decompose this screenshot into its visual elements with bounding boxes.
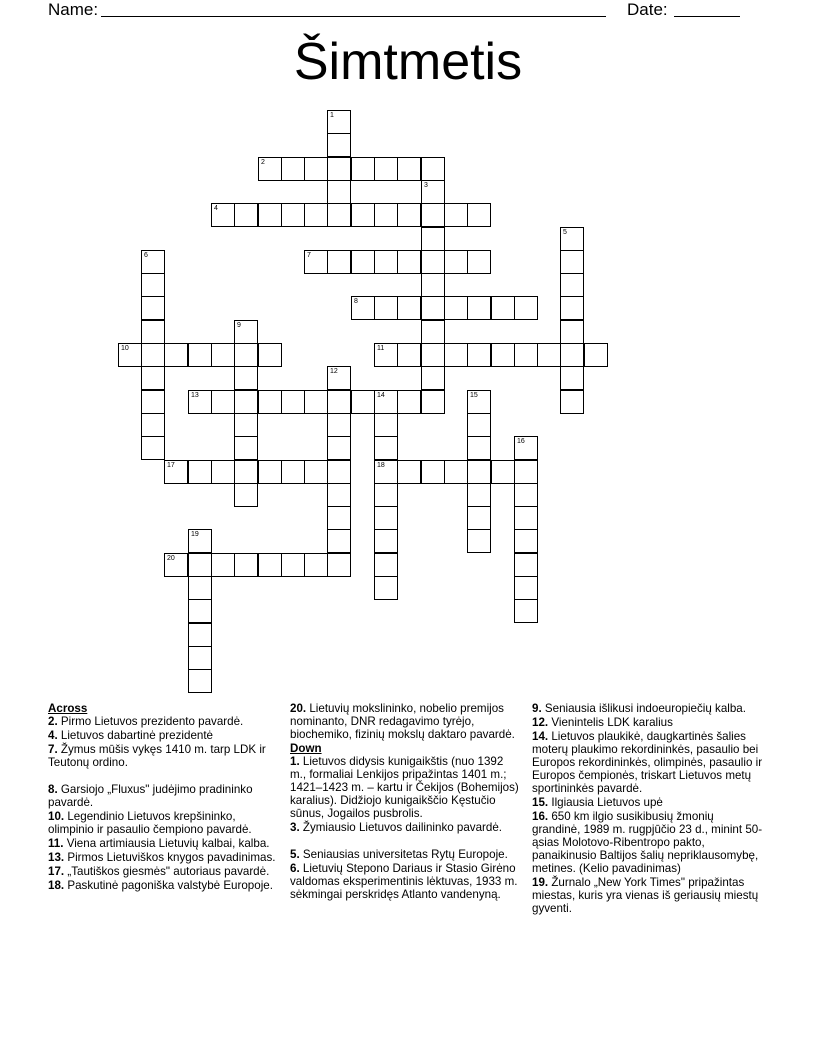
- grid-cell[interactable]: [374, 483, 398, 507]
- grid-cell[interactable]: [141, 436, 165, 460]
- grid-cell[interactable]: [327, 483, 351, 507]
- grid-cell[interactable]: [397, 250, 421, 274]
- clue-item-text: Lietuvos plaukikė, daugkartinės šalies moterų plaukimo rekordininkės, pasaulio bei Europos rekordininkės, olimpinės, pasaulio ir Europos čempionės, triskart Lietuvos metų sportininkės pavardė.: [532, 730, 763, 795]
- clue-item: [532, 730, 764, 795]
- grid-cell[interactable]: [234, 483, 258, 507]
- grid-cell[interactable]: [281, 203, 305, 227]
- clue-number: 2: [261, 159, 265, 166]
- clue-item: [48, 743, 280, 769]
- clue-number: 20: [167, 555, 175, 562]
- grid-cell[interactable]: [421, 296, 445, 320]
- grid-cell[interactable]: [467, 250, 491, 274]
- grid-cell[interactable]: [234, 343, 258, 367]
- grid-cell[interactable]: [327, 390, 351, 414]
- clue-item-text: Žurnalo „New York Times" pripažintas miestas, kuris yra vienas iš geriausių miestų gyventi.: [532, 876, 759, 915]
- grid-cell[interactable]: [234, 436, 258, 460]
- grid-cell[interactable]: [514, 599, 538, 623]
- grid-cell[interactable]: [421, 343, 445, 367]
- grid-cell[interactable]: [188, 460, 212, 484]
- grid-cell[interactable]: [421, 250, 445, 274]
- grid-cell[interactable]: [467, 460, 491, 484]
- grid-cell[interactable]: [304, 250, 328, 274]
- clue-item: [532, 716, 764, 729]
- grid-cell[interactable]: [421, 203, 445, 227]
- grid-cell[interactable]: [537, 343, 561, 367]
- clue-item-number: 6.: [290, 862, 300, 875]
- grid-cell[interactable]: [514, 529, 538, 553]
- grid-cell[interactable]: [560, 343, 584, 367]
- grid-cell[interactable]: [514, 576, 538, 600]
- grid-cell[interactable]: [467, 390, 491, 414]
- grid-cell[interactable]: [374, 460, 398, 484]
- grid-cell[interactable]: [560, 296, 584, 320]
- clue-item-text: Vienintelis LDK karalius: [548, 716, 673, 729]
- grid-cell[interactable]: [374, 413, 398, 437]
- clue-number: 8: [354, 298, 358, 305]
- grid-cell[interactable]: [188, 599, 212, 623]
- grid-cell[interactable]: [467, 296, 491, 320]
- grid-cell[interactable]: [188, 529, 212, 553]
- grid-cell[interactable]: [421, 157, 445, 181]
- clue-item: [290, 862, 520, 901]
- clue-item-text: Legendinio Lietuvos krepšininko, olimpinio ir pasaulio čempiono pavardė.: [48, 810, 252, 836]
- clue-item-number: 18.: [48, 879, 65, 892]
- grid-cell[interactable]: [467, 343, 491, 367]
- grid-cell[interactable]: [188, 576, 212, 600]
- grid-cell[interactable]: [234, 366, 258, 390]
- grid-cell[interactable]: [327, 529, 351, 553]
- clue-item-text: Garsiojo „Fluxus" judėjimo pradininko pavardė.: [48, 783, 253, 809]
- grid-cell[interactable]: [164, 343, 188, 367]
- name-label: Name:: [48, 0, 99, 19]
- clue-item-text: Žymus mūšis vykęs 1410 m. tarp LDK ir Teutonų ordino.: [48, 743, 266, 769]
- clue-item-text: Lietuvos didysis kunigaikštis (nuo 1392 m., formaliai Lenkijos pripažintas 1401 m.; 1421–1423 m. – kartu ir Čekijos (Bohemijos) karalius). Didžiojo kunigaikščio Kęstučio sūnus, Jogailos pusbrolis.: [290, 755, 519, 820]
- grid-cell[interactable]: [514, 460, 538, 484]
- clue-item: [48, 837, 280, 850]
- date-label: Date:: [627, 0, 668, 19]
- grid-cell[interactable]: [327, 553, 351, 577]
- clue-item-number: 15.: [532, 796, 549, 809]
- grid-cell[interactable]: [467, 483, 491, 507]
- clue-item-number: 10.: [48, 810, 65, 823]
- grid-cell[interactable]: [141, 250, 165, 274]
- grid-cell[interactable]: [304, 203, 328, 227]
- clue-item: [532, 796, 764, 809]
- grid-cell[interactable]: [444, 296, 468, 320]
- grid-cell[interactable]: [421, 366, 445, 390]
- grid-cell[interactable]: [118, 343, 142, 367]
- clue-number: 16: [517, 438, 525, 445]
- clue-item-number: 14.: [532, 730, 549, 743]
- clue-number: 11: [377, 345, 385, 352]
- grid-cell[interactable]: [560, 250, 584, 274]
- clue-item-number: 7.: [48, 743, 58, 756]
- grid-cell[interactable]: [421, 227, 445, 251]
- grid-cell[interactable]: [188, 390, 212, 414]
- grid-cell[interactable]: [514, 296, 538, 320]
- grid-cell[interactable]: [327, 436, 351, 460]
- grid-cell[interactable]: [397, 296, 421, 320]
- clue-heading: Across: [48, 702, 88, 715]
- grid-cell[interactable]: [560, 227, 584, 251]
- grid-cell[interactable]: [374, 529, 398, 553]
- grid-cell[interactable]: [327, 203, 351, 227]
- clue-item: [532, 876, 764, 915]
- clue-number: 3: [424, 182, 428, 189]
- clue-item: [48, 715, 280, 728]
- grid-cell[interactable]: [327, 506, 351, 530]
- grid-cell[interactable]: [374, 553, 398, 577]
- clue-number: 12: [330, 368, 338, 375]
- grid-cell[interactable]: [258, 157, 282, 181]
- grid-cell[interactable]: [374, 506, 398, 530]
- grid-cell[interactable]: [374, 203, 398, 227]
- grid-cell[interactable]: [491, 343, 515, 367]
- grid-cell[interactable]: [374, 296, 398, 320]
- clues-column-2: [290, 702, 520, 902]
- grid-cell[interactable]: [444, 460, 468, 484]
- page-title: Šimtmetis: [293, 33, 523, 91]
- grid-cell[interactable]: [258, 343, 282, 367]
- grid-cell[interactable]: [327, 366, 351, 390]
- grid-cell[interactable]: [491, 296, 515, 320]
- grid-cell[interactable]: [211, 203, 235, 227]
- grid-cell[interactable]: [351, 296, 375, 320]
- grid-cell[interactable]: [397, 203, 421, 227]
- clue-number: 9: [237, 322, 241, 329]
- clue-item: [290, 848, 520, 861]
- grid-cell[interactable]: [374, 343, 398, 367]
- grid-cell[interactable]: [491, 460, 515, 484]
- grid-cell[interactable]: [397, 460, 421, 484]
- grid-cell[interactable]: [258, 390, 282, 414]
- clue-item-number: 16.: [532, 810, 549, 823]
- grid-cell[interactable]: [351, 203, 375, 227]
- clue-item: [532, 810, 764, 875]
- clue-item-text: Ilgiausia Lietuvos upė: [548, 796, 663, 809]
- grid-cell[interactable]: [141, 413, 165, 437]
- grid-cell[interactable]: [514, 436, 538, 460]
- grid-cell[interactable]: [234, 413, 258, 437]
- clue-number: 18: [377, 462, 385, 469]
- spacer: [48, 770, 280, 783]
- grid-cell[interactable]: [188, 343, 212, 367]
- clue-item: [48, 729, 280, 742]
- clue-number: 15: [470, 392, 478, 399]
- grid-cell[interactable]: [374, 576, 398, 600]
- grid-cell[interactable]: [304, 157, 328, 181]
- clue-item: [290, 755, 520, 820]
- grid-cell[interactable]: [514, 506, 538, 530]
- grid-cell[interactable]: [211, 343, 235, 367]
- grid-cell[interactable]: [304, 460, 328, 484]
- grid-cell[interactable]: [234, 320, 258, 344]
- clue-number: 1: [330, 112, 334, 119]
- grid-cell[interactable]: [141, 366, 165, 390]
- grid-cell[interactable]: [281, 390, 305, 414]
- clue-item-text: Pirmos Lietuviškos knygos pavadinimas.: [64, 851, 276, 864]
- clue-heading: Down: [290, 742, 322, 755]
- grid-cell[interactable]: [164, 553, 188, 577]
- grid-cell[interactable]: [421, 320, 445, 344]
- clue-item-number: 17.: [48, 865, 65, 878]
- clue-item: [290, 821, 520, 834]
- grid-cell[interactable]: [234, 553, 258, 577]
- grid-cell[interactable]: [421, 180, 445, 204]
- clue-item-text: Paskutinė pagoniška valstybė Europoje.: [64, 879, 273, 892]
- clue-item-text: Lietuvių mokslininko, nobelio premijos nominanto, DNR redagavimo tyrėjo, biochemiko, fizinių mokslų daktaro pavardė.: [290, 702, 515, 741]
- clue-item-text: Viena artimiausia Lietuvių kalbai, kalba.: [63, 837, 270, 850]
- spacer: [290, 835, 520, 848]
- clue-item-number: 12.: [532, 716, 549, 729]
- clue-item-number: 19.: [532, 876, 549, 889]
- clue-number: 13: [191, 392, 199, 399]
- clue-number: 17: [167, 462, 175, 469]
- grid-cell[interactable]: [421, 390, 445, 414]
- grid-cell[interactable]: [188, 623, 212, 647]
- grid-cell[interactable]: [141, 320, 165, 344]
- clue-item-number: 4.: [48, 729, 58, 742]
- grid-cell[interactable]: [327, 110, 351, 134]
- grid-cell[interactable]: [374, 390, 398, 414]
- clue-item-number: 1.: [290, 755, 300, 768]
- grid-cell[interactable]: [584, 343, 608, 367]
- clue-item: [532, 702, 764, 715]
- grid-cell[interactable]: [467, 203, 491, 227]
- clue-item-number: 2.: [48, 715, 58, 728]
- grid-cell[interactable]: [141, 343, 165, 367]
- grid-cell[interactable]: [514, 343, 538, 367]
- grid-cell[interactable]: [188, 646, 212, 670]
- grid-cell[interactable]: [560, 320, 584, 344]
- clue-item-text: Žymiausio Lietuvos dailininko pavardė.: [299, 821, 503, 834]
- grid-cell[interactable]: [514, 483, 538, 507]
- grid-cell[interactable]: [327, 413, 351, 437]
- clue-item-number: 9.: [532, 702, 542, 715]
- clue-item: [48, 810, 280, 836]
- grid-cell[interactable]: [234, 390, 258, 414]
- grid-cell[interactable]: [327, 250, 351, 274]
- clues-column-3: [532, 702, 764, 916]
- clue-item-number: 13.: [48, 851, 65, 864]
- grid-cell[interactable]: [397, 390, 421, 414]
- clue-number: 19: [191, 531, 199, 538]
- grid-cell[interactable]: [467, 436, 491, 460]
- clue-item-text: 650 km ilgio susikibusių žmonių grandinė, 1989 m. rugpjūčio 23 d., minint 50-ąsias Molotovo-Ribentropo pakto, panaikinusio Baltijos šalių nepriklausomybę, metines. (Kelio pavadinimas): [532, 810, 763, 875]
- grid-cell[interactable]: [258, 553, 282, 577]
- grid-cell[interactable]: [444, 250, 468, 274]
- clue-number: 5: [563, 229, 567, 236]
- clue-item: [48, 879, 280, 892]
- grid-cell[interactable]: [467, 529, 491, 553]
- grid-cell[interactable]: [467, 506, 491, 530]
- grid-cell[interactable]: [374, 157, 398, 181]
- clue-item: [48, 865, 280, 878]
- clue-item-text: Lietuvių Stepono Dariaus ir Stasio Girėno valdomas eksperimentinis lėktuvas, 1933 m. sėkmingai perskridęs Atlanto vandenyną.: [290, 862, 518, 901]
- grid-cell[interactable]: [444, 343, 468, 367]
- grid-cell[interactable]: [467, 413, 491, 437]
- grid-cell[interactable]: [421, 273, 445, 297]
- grid-cell[interactable]: [560, 273, 584, 297]
- grid-cell[interactable]: [351, 157, 375, 181]
- clue-item-text: Seniausia išlikusi indoeuropiečių kalba.: [541, 702, 746, 715]
- clue-item-number: 5.: [290, 848, 300, 861]
- grid-cell[interactable]: [234, 203, 258, 227]
- clue-item: [290, 702, 520, 741]
- clue-item-text: Pirmo Lietuvos prezidento pavardė.: [57, 715, 244, 728]
- clue-number: 4: [214, 205, 218, 212]
- grid-cell[interactable]: [304, 390, 328, 414]
- clue-item-text: „Tautiškos giesmės" autoriaus pavardė.: [64, 865, 270, 878]
- clue-item: [48, 783, 280, 809]
- grid-cell[interactable]: [258, 203, 282, 227]
- clue-item-number: 11.: [48, 837, 64, 850]
- grid-cell[interactable]: [514, 553, 538, 577]
- clue-item-number: 3.: [290, 821, 300, 834]
- grid-cell[interactable]: [304, 553, 328, 577]
- grid-cell[interactable]: [374, 436, 398, 460]
- grid-cell[interactable]: [188, 669, 212, 693]
- clues-column-1: [48, 702, 280, 893]
- clue-number: 6: [144, 252, 148, 259]
- grid-cell[interactable]: [234, 460, 258, 484]
- grid-cell[interactable]: [164, 460, 188, 484]
- grid-cell[interactable]: [188, 553, 212, 577]
- clue-item-text: Lietuvos dabartinė prezidentė: [57, 729, 214, 742]
- grid-cell[interactable]: [211, 553, 235, 577]
- grid-cell[interactable]: [560, 366, 584, 390]
- clue-number: 14: [377, 392, 385, 399]
- grid-cell[interactable]: [327, 133, 351, 157]
- grid-cell[interactable]: [327, 180, 351, 204]
- clue-number: 10: [121, 345, 129, 352]
- grid-cell[interactable]: [327, 460, 351, 484]
- grid-cell[interactable]: [397, 343, 421, 367]
- grid-cell[interactable]: [327, 157, 351, 181]
- grid-cell[interactable]: [281, 157, 305, 181]
- grid-cell[interactable]: [258, 460, 282, 484]
- grid-cell[interactable]: [281, 460, 305, 484]
- grid-cell[interactable]: [141, 273, 165, 297]
- grid-cell[interactable]: [281, 553, 305, 577]
- grid-cell[interactable]: [211, 460, 235, 484]
- grid-cell[interactable]: [560, 390, 584, 414]
- grid-cell[interactable]: [374, 250, 398, 274]
- grid-cell[interactable]: [211, 390, 235, 414]
- clue-item: [48, 851, 280, 864]
- grid-cell[interactable]: [351, 390, 375, 414]
- clue-number: 7: [307, 252, 311, 259]
- grid-cell[interactable]: [421, 460, 445, 484]
- grid-cell[interactable]: [141, 390, 165, 414]
- grid-cell[interactable]: [141, 296, 165, 320]
- grid-cell[interactable]: [444, 203, 468, 227]
- clue-item-number: 20.: [290, 702, 307, 715]
- clue-item-number: 8.: [48, 783, 58, 796]
- clue-item-text: Seniausias universitetas Rytų Europoje.: [299, 848, 508, 861]
- grid-cell[interactable]: [351, 250, 375, 274]
- grid-cell[interactable]: [397, 157, 421, 181]
